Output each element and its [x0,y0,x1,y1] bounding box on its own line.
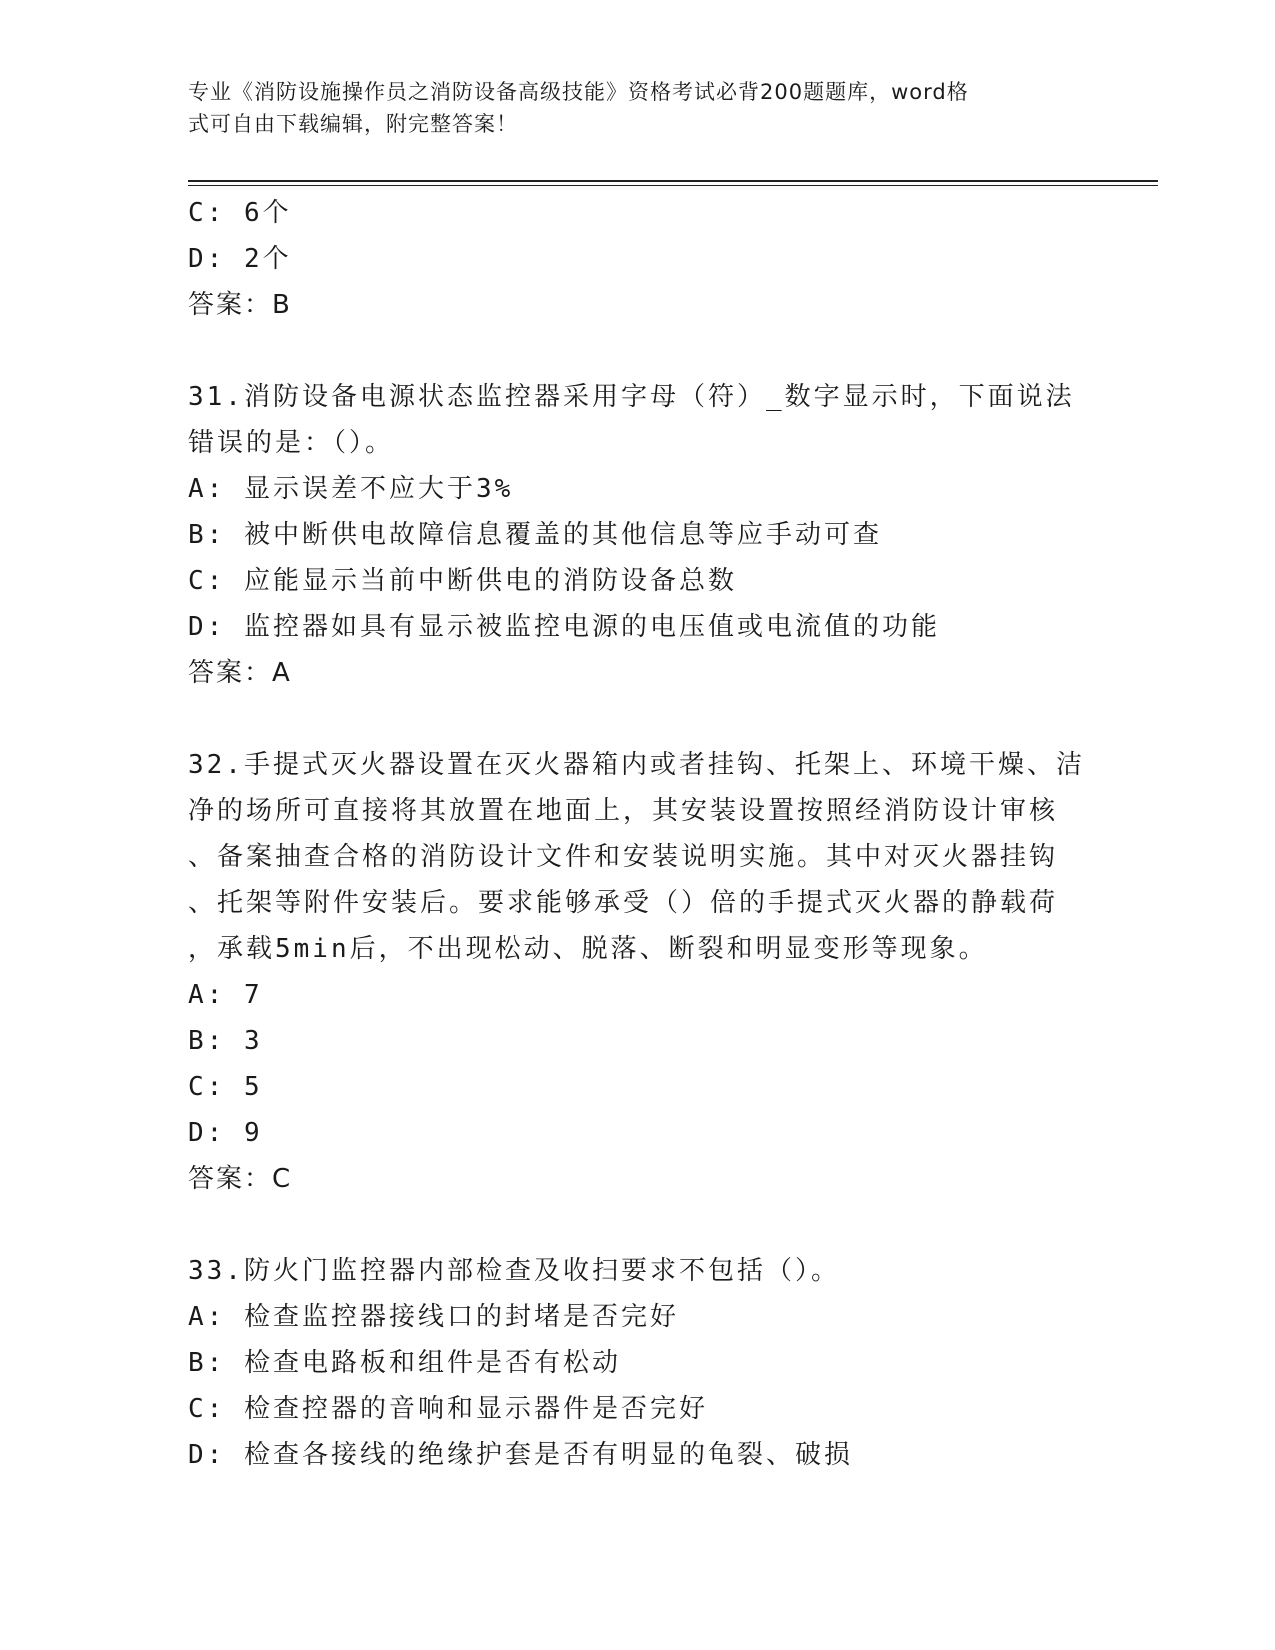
header-rule-thin [188,185,1158,186]
prev-answer: 答案：B [188,290,292,320]
q32-option-b: B: 3 [188,1026,263,1056]
q33-stem-line-1: 33.防火门监控器内部检查及收扫要求不包括（）。 [188,1256,840,1286]
q32-stem-line-2: 净的场所可直接将其放置在地面上，其安装设置按照经消防设计审核 [188,796,1059,826]
prev-option-c: C: 6个 [188,198,292,228]
question-list [188,190,1088,1478]
q32-stem-line-4: 、托架等附件安装后。要求能够承受（）倍的手提式灭火器的静载荷 [188,888,1059,918]
prev-option-d: D: 2个 [188,244,292,274]
header-line-2: 式可自由下载编辑，附完整答案！ [188,112,518,136]
header-rule-thick [188,180,1158,182]
q31-option-a: A: 显示误差不应大于3% [188,474,514,504]
q32-option-c: C: 5 [188,1072,263,1102]
q32-option-a: A: 7 [188,980,263,1010]
q33-option-b: B: 检查电路板和组件是否有松动 [188,1348,621,1378]
q31-option-d: D: 监控器如具有显示被监控电源的电压值或电流值的功能 [188,612,940,642]
q32-stem-line-5: ，承载5min后，不出现松动、脱落、断裂和明显变形等现象。 [188,934,988,964]
q31-answer: 答案：A [188,658,292,688]
q33-option-d: D: 检查各接线的绝缘护套是否有明显的龟裂、破损 [188,1440,853,1470]
header-line-1: 专业《消防设施操作员之消防设备高级技能》资格考试必背200题题库，word格 [188,80,969,104]
q32-stem-line-3: 、备案抽查合格的消防设计文件和安装说明实施。其中对灭火器挂钩 [188,842,1059,872]
q31-stem-line-1: 31.消防设备电源状态监控器采用字母（符）_数字显示时，下面说法 [188,382,1075,412]
q32-stem-line-1: 32.手提式灭火器设置在灭火器箱内或者挂钩、托架上、环境干燥、洁 [188,750,1085,780]
document-header [188,76,1068,140]
q31-stem-line-2: 错误的是：（）。 [188,428,395,458]
q32-answer: 答案：C [188,1164,293,1194]
q33-option-c: C: 检查控器的音响和显示器件是否完好 [188,1394,708,1424]
q31-option-c: C: 应能显示当前中断供电的消防设备总数 [188,566,737,596]
q32-option-d: D: 9 [188,1118,263,1148]
q33-option-a: A: 检查监控器接线口的封堵是否完好 [188,1302,679,1332]
q31-option-b: B: 被中断供电故障信息覆盖的其他信息等应手动可查 [188,520,882,550]
